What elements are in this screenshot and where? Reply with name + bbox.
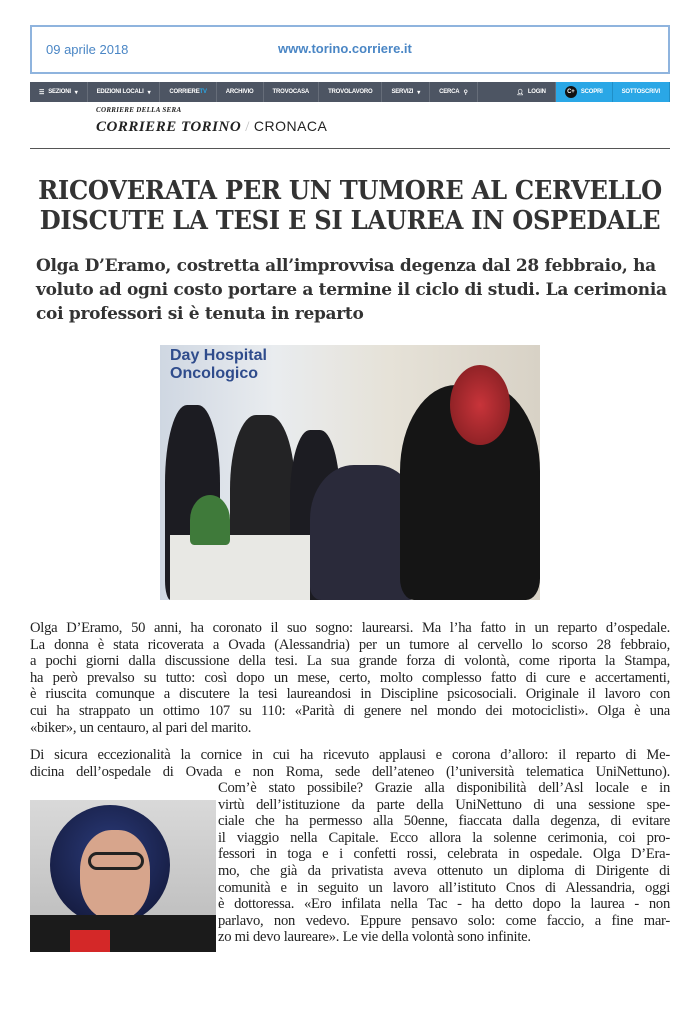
brand-name: CORRIERE TORINO <box>96 119 242 135</box>
desk <box>170 535 310 600</box>
nav-sezioni[interactable]: ☰ SEZIONI ▾ <box>30 82 88 102</box>
user-icon: 👤︎ <box>516 89 524 96</box>
corriere-plus-icon: C+ <box>565 86 577 98</box>
nav-trovolavoro[interactable]: TROVOLAVORO <box>319 82 382 102</box>
text-line: cui ha strappato un ottimo 107 su 110: «Parità di genere nel mondo dei motociclisti». Olga è una <box>30 702 670 719</box>
section-name[interactable]: CRONACA <box>253 118 328 134</box>
text-line: virtù dell’istituzione da parte della UniNettuno di una sessione spe- <box>218 796 670 813</box>
nav-cerca[interactable]: CERCA ⚲ <box>430 82 478 102</box>
text-line: «biker», un centauro, al pari del marito. <box>30 719 252 736</box>
text-line: a pochi giorni dalla discussione della tesi. La sua grande forza di volontà, come riporta la Stampa, <box>30 653 670 670</box>
glasses <box>88 852 144 870</box>
article-paragraph-2 <box>30 747 670 780</box>
text-line: Di sicura eccezionalità la cornice in cui ha ricevuto applausi e corona d’alloro: il reparto di Me- <box>30 747 670 763</box>
text-line: mo, che già da privatista aveva ottenuto un diploma di Dirigente di <box>218 862 670 879</box>
nav-corriere-tv[interactable] <box>160 82 216 102</box>
sign-line: Day Hospital <box>170 347 267 364</box>
text-line: è riuscita comunque a discutere la tesi laureandosi in Discipline psicosociali. Originale il lavoro con <box>30 686 670 703</box>
text-line: è dottoressa. «Ero infilata nella Tac - ha detto dopo la laurea - non <box>218 896 670 913</box>
nav-login[interactable]: 👤︎ LOGIN <box>507 82 555 102</box>
subtitle <box>36 254 676 326</box>
headline-line: DISCUTE LA TESI E SI LAUREA IN OSPEDALE <box>39 206 661 236</box>
brand-logo[interactable] <box>96 118 327 136</box>
nav-label-tv: TV <box>199 89 207 95</box>
publication-date: 09 aprile 2018 <box>46 42 129 57</box>
photo-sign <box>170 347 267 383</box>
clipping-header <box>30 25 670 74</box>
plant <box>190 495 230 545</box>
article-paragraph-3 <box>218 780 670 946</box>
nav-spacer <box>478 82 508 102</box>
text-line: La donna è stata ricoverata a Ovada (Alessandria) per un tumore al cervello lo scorso 28 febbraio, <box>30 636 670 653</box>
search-icon: ⚲ <box>463 89 468 96</box>
flowers <box>450 365 510 445</box>
diploma <box>70 930 110 952</box>
nav-edizioni-locali[interactable]: EDIZIONI LOCALI ▾ <box>88 82 161 102</box>
nav-label: CORRIERE <box>169 89 200 95</box>
headline <box>25 176 676 236</box>
text-line: fessori in toga e i confetti rossi, celebrata in ospedale. Olga D’Era- <box>218 846 670 863</box>
subtitle-line: Olga D’Eramo, costretta all’improvvisa degenza dal 28 febbraio, ha <box>36 256 656 276</box>
text-line: comunità e in seguito un lavoro all’istituto Cnos di Alessandria, oggi <box>218 879 670 896</box>
nav-scopri[interactable]: C+ SCOPRI <box>556 82 613 102</box>
chevron-down-icon: ▾ <box>74 89 78 96</box>
article-paragraph-1 <box>30 620 670 736</box>
subtitle-line: voluto ad ogni costo portare a termine il ciclo di studi. La cerimonia <box>36 280 667 300</box>
text-line: dicina dell’ospedale di Ovada e non Roma, sede dell’ateneo (l’università telematica UniNettuno). <box>30 763 670 780</box>
text-line: zo mi devo laureare». Le vie della volontà sono infinite. <box>218 929 531 946</box>
menu-icon: ☰ <box>39 89 45 96</box>
source-url[interactable]: www.torino.corriere.it <box>278 41 412 56</box>
ceremony-photo <box>160 345 540 600</box>
chevron-down-icon: ▾ <box>147 89 151 96</box>
headline-line: RICOVERATA PER UN TUMORE AL CERVELLO <box>38 176 662 206</box>
nav-servizi[interactable]: SERVIZI ▾ <box>382 82 430 102</box>
subtitle-line: coi professori si è tenuta in reparto <box>36 304 364 324</box>
portrait-photo <box>30 800 216 952</box>
text-line: Olga D’Eramo, 50 anni, ha coronato il suo sogno: laurearsi. Ma l’ha fatto in un reparto d’ospedale. <box>30 620 670 636</box>
clothes <box>30 915 216 952</box>
nav-archivio[interactable]: ARCHIVIO <box>217 82 264 102</box>
chevron-down-icon: ▾ <box>417 89 421 96</box>
text-line: ciale che ha permesso alla 50enne, fiaccata dalla degenza, di evitare <box>218 813 670 830</box>
nav-trovocasa[interactable]: TROVOCASA <box>264 82 320 102</box>
brand-separator: / <box>245 119 250 135</box>
site-nav-bar <box>30 82 670 102</box>
text-line: Com’è stato possibile? Grazie alla disponibilità dell’Asl locale e in <box>218 780 670 796</box>
nav-sottoscrivi[interactable]: SOTTOSCRIVI <box>613 82 670 102</box>
text-line: il viaggio nella Capitale. Ecco allora la solenne cerimonia, coi pro- <box>218 829 670 846</box>
face <box>80 830 150 920</box>
sign-line: Oncologico <box>170 365 258 382</box>
text-line: ha però prevalso su tutto: così dopo un mese, certo, molto complesso fatto di cure e accertamenti, <box>30 669 670 686</box>
divider <box>30 148 670 149</box>
text-line: parlavo, non vedevo. Eppure pensavo solo: come faccio, a fine mar- <box>218 912 670 929</box>
brand-parent: CORRIERE DELLA SERA <box>96 106 182 114</box>
